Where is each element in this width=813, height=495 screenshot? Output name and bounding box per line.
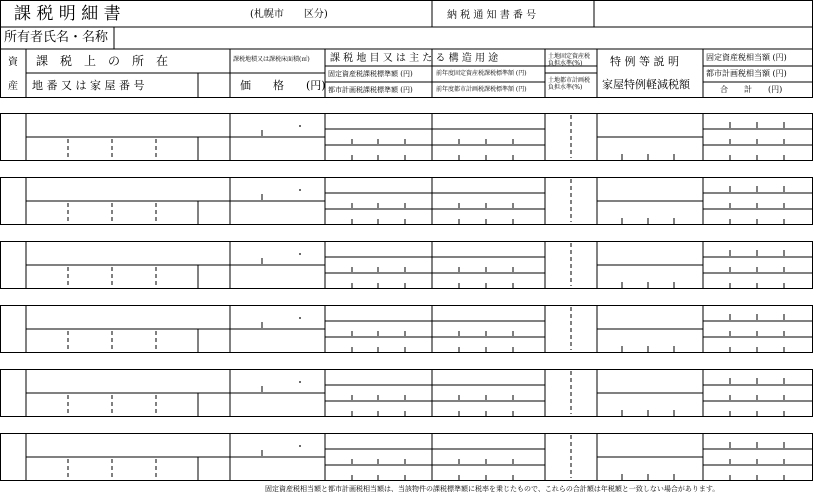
form-title: 課 税 明 細 書 (14, 4, 121, 24)
total-field[interactable] (703, 465, 813, 480)
land-use-field[interactable] (325, 305, 545, 321)
urban-tax-field[interactable] (703, 385, 813, 401)
fixed-tax-field[interactable] (703, 113, 813, 129)
urban-tax-field[interactable] (703, 321, 813, 337)
special-field[interactable] (597, 369, 703, 393)
property-entry (0, 113, 813, 160)
fixed-burden-header-2: 負担水準(%) (548, 60, 583, 67)
price-field[interactable] (198, 137, 325, 160)
prev-urban-std-field[interactable] (432, 401, 545, 416)
notice-number-field[interactable] (594, 3, 812, 27)
urban-burden-header-1: 土地都市計画税 (548, 77, 591, 84)
urban-std-field[interactable] (325, 465, 432, 480)
urban-tax-header: 都市計画税相当額 (円) (706, 69, 787, 78)
urban-std-header: 都市計画税課税標準額 (円) (328, 86, 413, 94)
burden-level-field[interactable] (545, 369, 597, 416)
special-field[interactable] (597, 113, 703, 137)
house-reduction-header: 家屋特例軽減税額 (602, 78, 690, 91)
location-header: 課 税 上 の 所 在 (36, 54, 169, 68)
prev-urban-std-field[interactable] (432, 145, 545, 160)
total-field[interactable] (703, 401, 813, 416)
house-reduction-field[interactable] (597, 265, 703, 288)
prev-urban-std-field[interactable] (432, 337, 545, 352)
side-label-top: 資 (8, 57, 18, 68)
lot-number-field[interactable] (26, 329, 198, 352)
area-header: 課税地積又は課税床面積(㎡) (233, 56, 310, 63)
urban-tax-field[interactable] (703, 449, 813, 465)
urban-std-field[interactable] (325, 401, 432, 416)
urban-std-field[interactable] (325, 209, 432, 224)
price-header: 価 格 (円) (240, 79, 326, 92)
special-field[interactable] (597, 433, 703, 457)
fixed-std-field[interactable] (325, 385, 432, 401)
fixed-tax-field[interactable] (703, 433, 813, 449)
lot-number-field[interactable] (26, 265, 198, 288)
city-ward: (札幌市 区分) (250, 9, 328, 20)
fixed-tax-field[interactable] (703, 241, 813, 257)
property-entry (0, 177, 813, 224)
land-use-field[interactable] (325, 369, 545, 385)
property-entry (0, 369, 813, 416)
burden-level-field[interactable] (545, 113, 597, 160)
side-label-bottom: 産 (8, 81, 18, 92)
house-reduction-field[interactable] (597, 137, 703, 160)
lot-number-header: 地 番 又 は 家 屋 番 号 (32, 79, 145, 92)
total-header: 合 計 (円) (720, 85, 783, 94)
fixed-std-field[interactable] (325, 257, 432, 273)
prev-urban-std-field[interactable] (432, 273, 545, 288)
location-field[interactable] (26, 305, 230, 329)
prev-fixed-std-field[interactable] (432, 385, 545, 401)
property-entry (0, 305, 813, 352)
burden-level-field[interactable] (545, 177, 597, 224)
prev-urban-std-field[interactable] (432, 465, 545, 480)
area-field[interactable] (230, 369, 325, 393)
special-field[interactable] (597, 305, 703, 329)
fixed-std-field[interactable] (325, 193, 432, 209)
prev-fixed-std-field[interactable] (432, 257, 545, 273)
house-reduction-field[interactable] (597, 329, 703, 352)
location-field[interactable] (26, 241, 230, 265)
property-entry (0, 433, 813, 480)
urban-tax-field[interactable] (703, 257, 813, 273)
owner-name-field[interactable] (114, 27, 812, 49)
house-reduction-field[interactable] (597, 201, 703, 224)
fixed-std-field[interactable] (325, 449, 432, 465)
urban-std-field[interactable] (325, 145, 432, 160)
total-field[interactable] (703, 209, 813, 224)
prev-fixed-std-field[interactable] (432, 321, 545, 337)
area-field[interactable] (230, 113, 325, 137)
urban-tax-field[interactable] (703, 193, 813, 209)
burden-level-field[interactable] (545, 433, 597, 480)
footer-note: 固定資産税相当額と都市計画税相当額は、当該物件の課税標準額に税率を乗じたもので、これらの合計額は年税額と一致しない場合があります。 (265, 485, 720, 493)
land-use-field[interactable] (325, 177, 545, 193)
location-field[interactable] (26, 369, 230, 393)
area-field[interactable] (230, 241, 325, 265)
urban-std-field[interactable] (325, 273, 432, 288)
burden-level-field[interactable] (545, 305, 597, 352)
prev-fixed-std-header: 前年度固定資産税課税標準額 (円) (436, 70, 527, 77)
fixed-tax-field[interactable] (703, 369, 813, 385)
price-field[interactable] (198, 265, 325, 288)
prev-fixed-std-field[interactable] (432, 129, 545, 145)
fixed-std-header: 固定資産税課税標準額 (円) (328, 70, 413, 78)
lot-number-field[interactable] (26, 393, 198, 416)
special-field[interactable] (597, 177, 703, 201)
notice-number-label: 納 税 通 知 書 番 号 (447, 10, 537, 21)
land-use-field[interactable] (325, 241, 545, 257)
house-reduction-field[interactable] (597, 457, 703, 480)
fixed-std-field[interactable] (325, 321, 432, 337)
urban-tax-field[interactable] (703, 129, 813, 145)
price-field[interactable] (198, 393, 325, 416)
property-entry (0, 241, 813, 288)
area-field[interactable] (230, 177, 325, 201)
burden-level-field[interactable] (545, 241, 597, 288)
prev-fixed-std-field[interactable] (432, 193, 545, 209)
urban-std-field[interactable] (325, 337, 432, 352)
fixed-tax-header: 固定資産税相当額 (円) (706, 53, 787, 62)
fixed-tax-field[interactable] (703, 305, 813, 321)
price-field[interactable] (198, 329, 325, 352)
total-field[interactable] (703, 337, 813, 352)
location-field[interactable] (26, 113, 230, 137)
special-field[interactable] (597, 241, 703, 265)
price-field[interactable] (198, 457, 325, 480)
land-use-field[interactable] (325, 113, 545, 129)
land-use-field[interactable] (325, 433, 545, 449)
fixed-tax-field[interactable] (703, 177, 813, 193)
prev-fixed-std-field[interactable] (432, 449, 545, 465)
location-field[interactable] (26, 177, 230, 201)
total-field[interactable] (703, 273, 813, 288)
lot-number-field[interactable] (26, 201, 198, 224)
prev-urban-std-header: 前年度都市計画税課税標準額 (円) (436, 86, 527, 93)
land-use-header: 課 税 地 目 又 は 主 た る 構 造 用 途 (330, 53, 499, 64)
urban-burden-header-2: 負担水準(%) (548, 84, 583, 91)
total-field[interactable] (703, 145, 813, 160)
area-field[interactable] (230, 433, 325, 457)
lot-number-field[interactable] (26, 457, 198, 480)
area-field[interactable] (230, 305, 325, 329)
special-header: 特 例 等 説 明 (610, 55, 679, 68)
owner-label: 所有者氏名・名称 (4, 30, 109, 45)
price-field[interactable] (198, 201, 325, 224)
house-reduction-field[interactable] (597, 393, 703, 416)
fixed-std-field[interactable] (325, 129, 432, 145)
prev-urban-std-field[interactable] (432, 209, 545, 224)
lot-number-field[interactable] (26, 137, 198, 160)
fixed-burden-header-1: 土地固定資産税 (548, 53, 591, 60)
location-field[interactable] (26, 433, 230, 457)
